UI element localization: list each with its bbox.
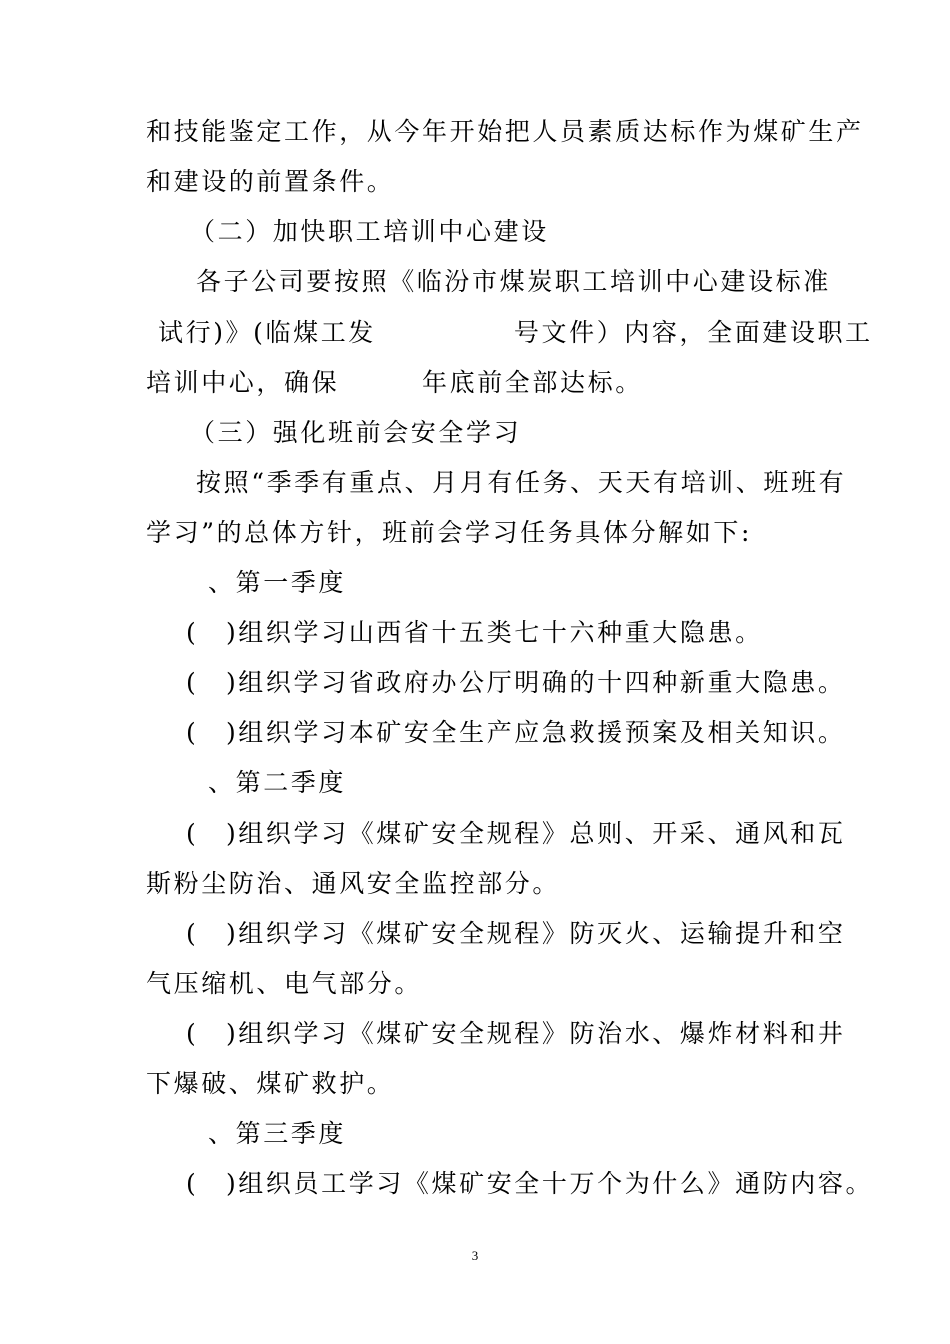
section-heading-2: （二）加快职工培训中心建设 — [190, 217, 549, 246]
body-line-2: 和建设的前置条件。 — [146, 167, 395, 196]
quarter-heading-3: 、第三季度 — [208, 1119, 347, 1148]
list-item-4-continued: 斯粉尘防治、通风安全监控部分。 — [146, 869, 561, 898]
body-line-9: 学习”的总体方针，班前会学习任务具体分解如下: — [146, 518, 753, 547]
section-heading-3: （三）强化班前会安全学习 — [190, 418, 522, 447]
body-line-4: 各子公司要按照《临汾市煤炭职工培训中心建设标准 — [196, 267, 831, 296]
list-item-6-continued: 下爆破、煤矿救护。 — [146, 1069, 395, 1098]
page-number: 3 — [471, 1248, 479, 1263]
list-item-6: ( )组织学习《煤矿安全规程》防治水、爆炸材料和井 — [186, 1019, 846, 1048]
list-item-2: ( )组织学习省政府办公厅明确的十四种新重大隐患。 — [186, 668, 846, 697]
list-item-4: ( )组织学习《煤矿安全规程》总则、开采、通风和瓦 — [186, 819, 846, 848]
body-line-8: 按照“季季有重点、月月有任务、天天有培训、班班有 — [196, 468, 847, 497]
quarter-heading-1: 、第一季度 — [208, 568, 347, 597]
body-line-6: 培训中心，确保 年底前全部达标。 — [146, 368, 643, 397]
list-item-7: ( )组织员工学习《煤矿安全十万个为什么》通防内容。 — [186, 1169, 874, 1198]
list-item-3: ( )组织学习本矿安全生产应急救援预案及相关知识。 — [186, 718, 846, 747]
list-item-1: ( )组织学习山西省十五类七十六种重大隐患。 — [186, 618, 763, 647]
list-item-5-continued: 气压缩机、电气部分。 — [146, 969, 423, 998]
body-line-1: 和技能鉴定工作，从今年开始把人员素质达标作为煤矿生产 — [146, 117, 864, 146]
quarter-heading-2: 、第二季度 — [208, 768, 347, 797]
list-item-5: ( )组织学习《煤矿安全规程》防灭火、运输提升和空 — [186, 919, 846, 948]
body-line-5: 试行)》(临煤工发 号文件）内容，全面建设职工 — [158, 318, 873, 347]
